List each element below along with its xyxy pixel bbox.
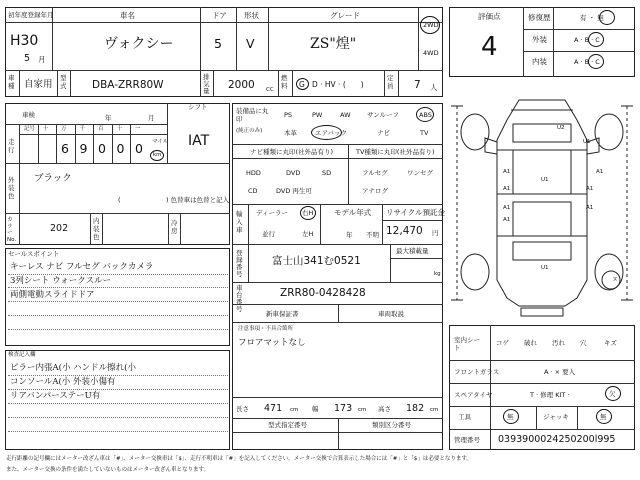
navi-dvd-playback: DVD 再生可 (276, 187, 312, 195)
mgmt-number-label: 管理番号 (454, 436, 480, 444)
odometer-unit-label: 十 (42, 126, 49, 132)
reg-year: H30 (10, 33, 39, 49)
import-parallel: 並行 (262, 230, 275, 238)
odometer-digit: 6 (61, 141, 69, 156)
mile-unit: マイル (152, 139, 169, 145)
equip-aw: AW (340, 111, 351, 119)
usage-label: 車種 (8, 74, 15, 90)
import-dealer: ディーラー (256, 209, 288, 217)
damage-mark: A1 (503, 205, 511, 211)
registration-value: 富士山341む0521 (272, 255, 361, 267)
model-year-unknown: 不明 (366, 231, 379, 239)
tv-analog: アナログ (362, 187, 388, 195)
navi-type-header: ナビ種類に丸印(社外品有り) (250, 148, 334, 156)
displacement-label: 排気量 (203, 73, 210, 96)
odometer-unit-label: 万 (61, 126, 67, 132)
inspect-line-3: リアバンパーステーU有 (10, 391, 101, 401)
length-label: 長さ (236, 405, 249, 413)
seat-label: 室内シート (454, 336, 480, 353)
warranty-label: 新車保証書 (266, 310, 299, 318)
equip-abs: ABS (419, 111, 432, 119)
seat-scratch: キズ (604, 339, 617, 347)
footer-line-1: 走行距離の記号欄にはメーター改ざん車は「#」、メーター交換車は「$」、走行不明車は「#」を記入してください。メーター交換で合算表示した場合には「#」と「$」は必要となります。 (6, 456, 472, 462)
seat-stain: 汚れ (552, 339, 565, 347)
equip-navi: ナビ (377, 129, 390, 137)
inspection-month: 月 (148, 114, 155, 122)
max-load-unit: kg (434, 271, 441, 277)
jack-label: ジャッキ (543, 413, 569, 421)
jack-value: 無 (600, 413, 607, 421)
footer-line-2: また、メーター交換の条件を満たしていないものはメーター改ざん車となります。 (6, 467, 210, 473)
repair-history-value: 有 ・ 無 (580, 14, 604, 22)
odometer-unit-label: 百 (98, 126, 104, 132)
capacity-unit: 人 (430, 83, 438, 92)
model-year-unit: 年 (346, 231, 353, 239)
seat-hole: 穴 (580, 339, 587, 347)
tools-label: 工具 (458, 413, 471, 421)
capacity-value: 7 (414, 79, 421, 91)
fuel-label: 燃料 (281, 74, 288, 90)
class-number-label: 類別区分番号 (372, 421, 411, 429)
drive-4wd: 4WD (423, 49, 439, 57)
tools-value: 無 (507, 413, 514, 421)
car-name-value: ヴォクシー (104, 36, 174, 52)
height-value: 182 (406, 403, 425, 414)
model-label: 型式 (60, 74, 67, 90)
odometer-unit-label: 十 (116, 126, 123, 132)
score-value: 4 (481, 32, 498, 62)
equip-ps: PS (284, 111, 293, 119)
car-body-diagram (449, 80, 635, 320)
score-label: 評価点 (478, 12, 501, 21)
damage-mark: U2 (557, 125, 565, 131)
max-load-label: 最大積載量 (396, 247, 429, 255)
sales-point-label: セールスポイント (8, 250, 60, 258)
navi-sd: SD (322, 169, 332, 177)
interior-grade-label: 内装 (532, 57, 547, 66)
damage-mark: A1 (586, 186, 594, 192)
frame-number-value: ZRR80-0428428 (280, 287, 366, 299)
door-header: ドア (212, 11, 227, 20)
reg-month: 5 (24, 53, 31, 64)
height-unit: cm (430, 407, 439, 413)
damage-mark: A1 (586, 205, 594, 211)
equip-airbag: エアバック (315, 129, 347, 137)
sales-line-1: キーレス ナビ フルセグ バックカメラ (10, 262, 154, 272)
damage-mark: A1 (503, 217, 511, 223)
equip-tv: TV (420, 129, 429, 137)
door-value: 5 (214, 36, 222, 51)
transmission-value: IAT (188, 133, 210, 149)
odometer-digit: 0 (116, 141, 125, 156)
seat-tear: 破れ (524, 339, 537, 347)
windshield-value: A · × 要入 (544, 368, 576, 376)
import-lh: 左H (302, 230, 314, 238)
inspection-label: 車検 (22, 111, 35, 119)
color-change-note: ( ) 色替車は色替と記入 (118, 196, 230, 204)
car-name-header: 車名 (120, 11, 135, 20)
equip-sunroof: サンルーフ (367, 111, 399, 119)
mgmt-number-value: 0393900024250200l995 (498, 434, 616, 445)
exterior-color-value: ブラック (34, 173, 72, 184)
inspection-notes-label: 検査記入欄 (8, 352, 36, 358)
tv-type-header: TV種類に丸印(社外品有り) (356, 148, 435, 156)
odometer-unit-label: 千 (79, 126, 86, 132)
width-value: 173 (334, 403, 353, 414)
color-code-label: カラーNo. (7, 217, 17, 243)
equip-pw: PW (312, 111, 323, 119)
color-code-value: 202 (50, 223, 69, 234)
damage-mark: U1 (541, 265, 549, 271)
notes-value: フロアマットなし (238, 338, 306, 348)
cooling-label: 冷房 (171, 219, 178, 235)
notes-label: 注意事項・不具合箇所 (238, 326, 294, 332)
drive-2wd: 2WD (423, 21, 439, 29)
recycle-label: リサイクル預託金 (386, 208, 445, 217)
month-unit: 月 (38, 55, 46, 64)
shape-header: 形状 (244, 11, 259, 20)
model-year-label: モデル年式 (334, 208, 372, 217)
fuel-value: G · D · HV · ( ) (299, 80, 364, 89)
interior-grade-value: A · B · C (574, 58, 600, 66)
odometer-unit-label: 一 (135, 126, 141, 132)
navi-cd: CD (248, 187, 258, 195)
exterior-color-label: 外装色 (8, 176, 15, 200)
inspection-year: 年 (105, 114, 112, 122)
exterior-grade-label: 外装 (532, 35, 547, 44)
equipment-label: 装備品に丸印 (236, 107, 269, 123)
height-label: 高さ (378, 405, 391, 413)
damage-mark: U1 (583, 139, 591, 145)
odometer-digit: 0 (98, 141, 106, 156)
grade-value: ZS"煌" (310, 36, 357, 52)
inspect-line-1: ピラー内張A(小 ハンドル擦れ(小 (10, 363, 136, 373)
damage-mark: ヌ (612, 277, 618, 283)
shift-label: シフト (188, 103, 208, 111)
length-value: 471 (264, 403, 283, 414)
sales-line-3: 両側電動スライドドア (10, 290, 95, 300)
navi-hdd: HDD (246, 169, 261, 177)
width-label: 幅 (312, 405, 319, 413)
equip-leather: 本革 (284, 129, 297, 137)
spare-missing: 欠 (609, 390, 616, 398)
import-label: 輸入車 (236, 210, 243, 234)
recycle-unit: 円 (432, 229, 439, 237)
length-unit: cm (290, 407, 299, 413)
grade-header: グレード (330, 11, 360, 20)
windshield-label: フロントガラス (454, 368, 500, 376)
odometer-digit: 0 (135, 141, 143, 156)
frame-number-label: 車台番号 (236, 284, 243, 314)
spare-tire-label: スペアタイヤ (454, 391, 493, 399)
tv-fullseg: フルセグ (362, 169, 388, 177)
tv-oneseg: ワンセグ (407, 169, 433, 177)
damage-mark: A1 (503, 186, 511, 192)
inspect-line-2: コンソールA(小 外装小傷有 (10, 377, 116, 387)
reg-date-header: 初年度登録年月 (8, 11, 54, 19)
odometer-digit: 9 (79, 141, 88, 156)
usage-value: 自家用 (24, 79, 53, 90)
capacity-label: 定員 (387, 74, 394, 90)
equipment-sub-label: (純正のみ) (236, 128, 263, 134)
manual-label: 車両取説 (378, 310, 404, 318)
exterior-grade-value: A · B · C (574, 36, 600, 44)
seat-burn: コゲ (496, 339, 509, 347)
sales-line-2: 3列シート ウォークスルー (10, 276, 112, 286)
odometer-unit-label: 記号 (24, 126, 36, 132)
damage-mark: A1 (503, 169, 511, 175)
navi-dvd: DVD (286, 169, 301, 177)
damage-mark: U1 (541, 177, 549, 183)
distance-label: 走行 (8, 138, 15, 155)
interior-color-label: 内装色 (93, 217, 100, 241)
damage-mark: A1 (596, 169, 604, 175)
model-value: DBA-ZRR80W (92, 79, 164, 91)
registration-label: 登録番号 (236, 249, 243, 279)
shape-value: V (246, 36, 255, 51)
cc-unit: CC (266, 87, 274, 93)
km-unit: km (153, 152, 162, 158)
recycle-value: 12,470 (386, 225, 423, 237)
import-rh: 右H (302, 209, 314, 217)
spare-tire-value: T · 修理 KIT · (530, 391, 570, 399)
repair-history-label: 修復歴 (528, 13, 551, 22)
displacement-value: 2000 (228, 79, 255, 91)
type-designation-label: 型式指定番号 (268, 421, 307, 429)
width-unit: cm (358, 407, 367, 413)
